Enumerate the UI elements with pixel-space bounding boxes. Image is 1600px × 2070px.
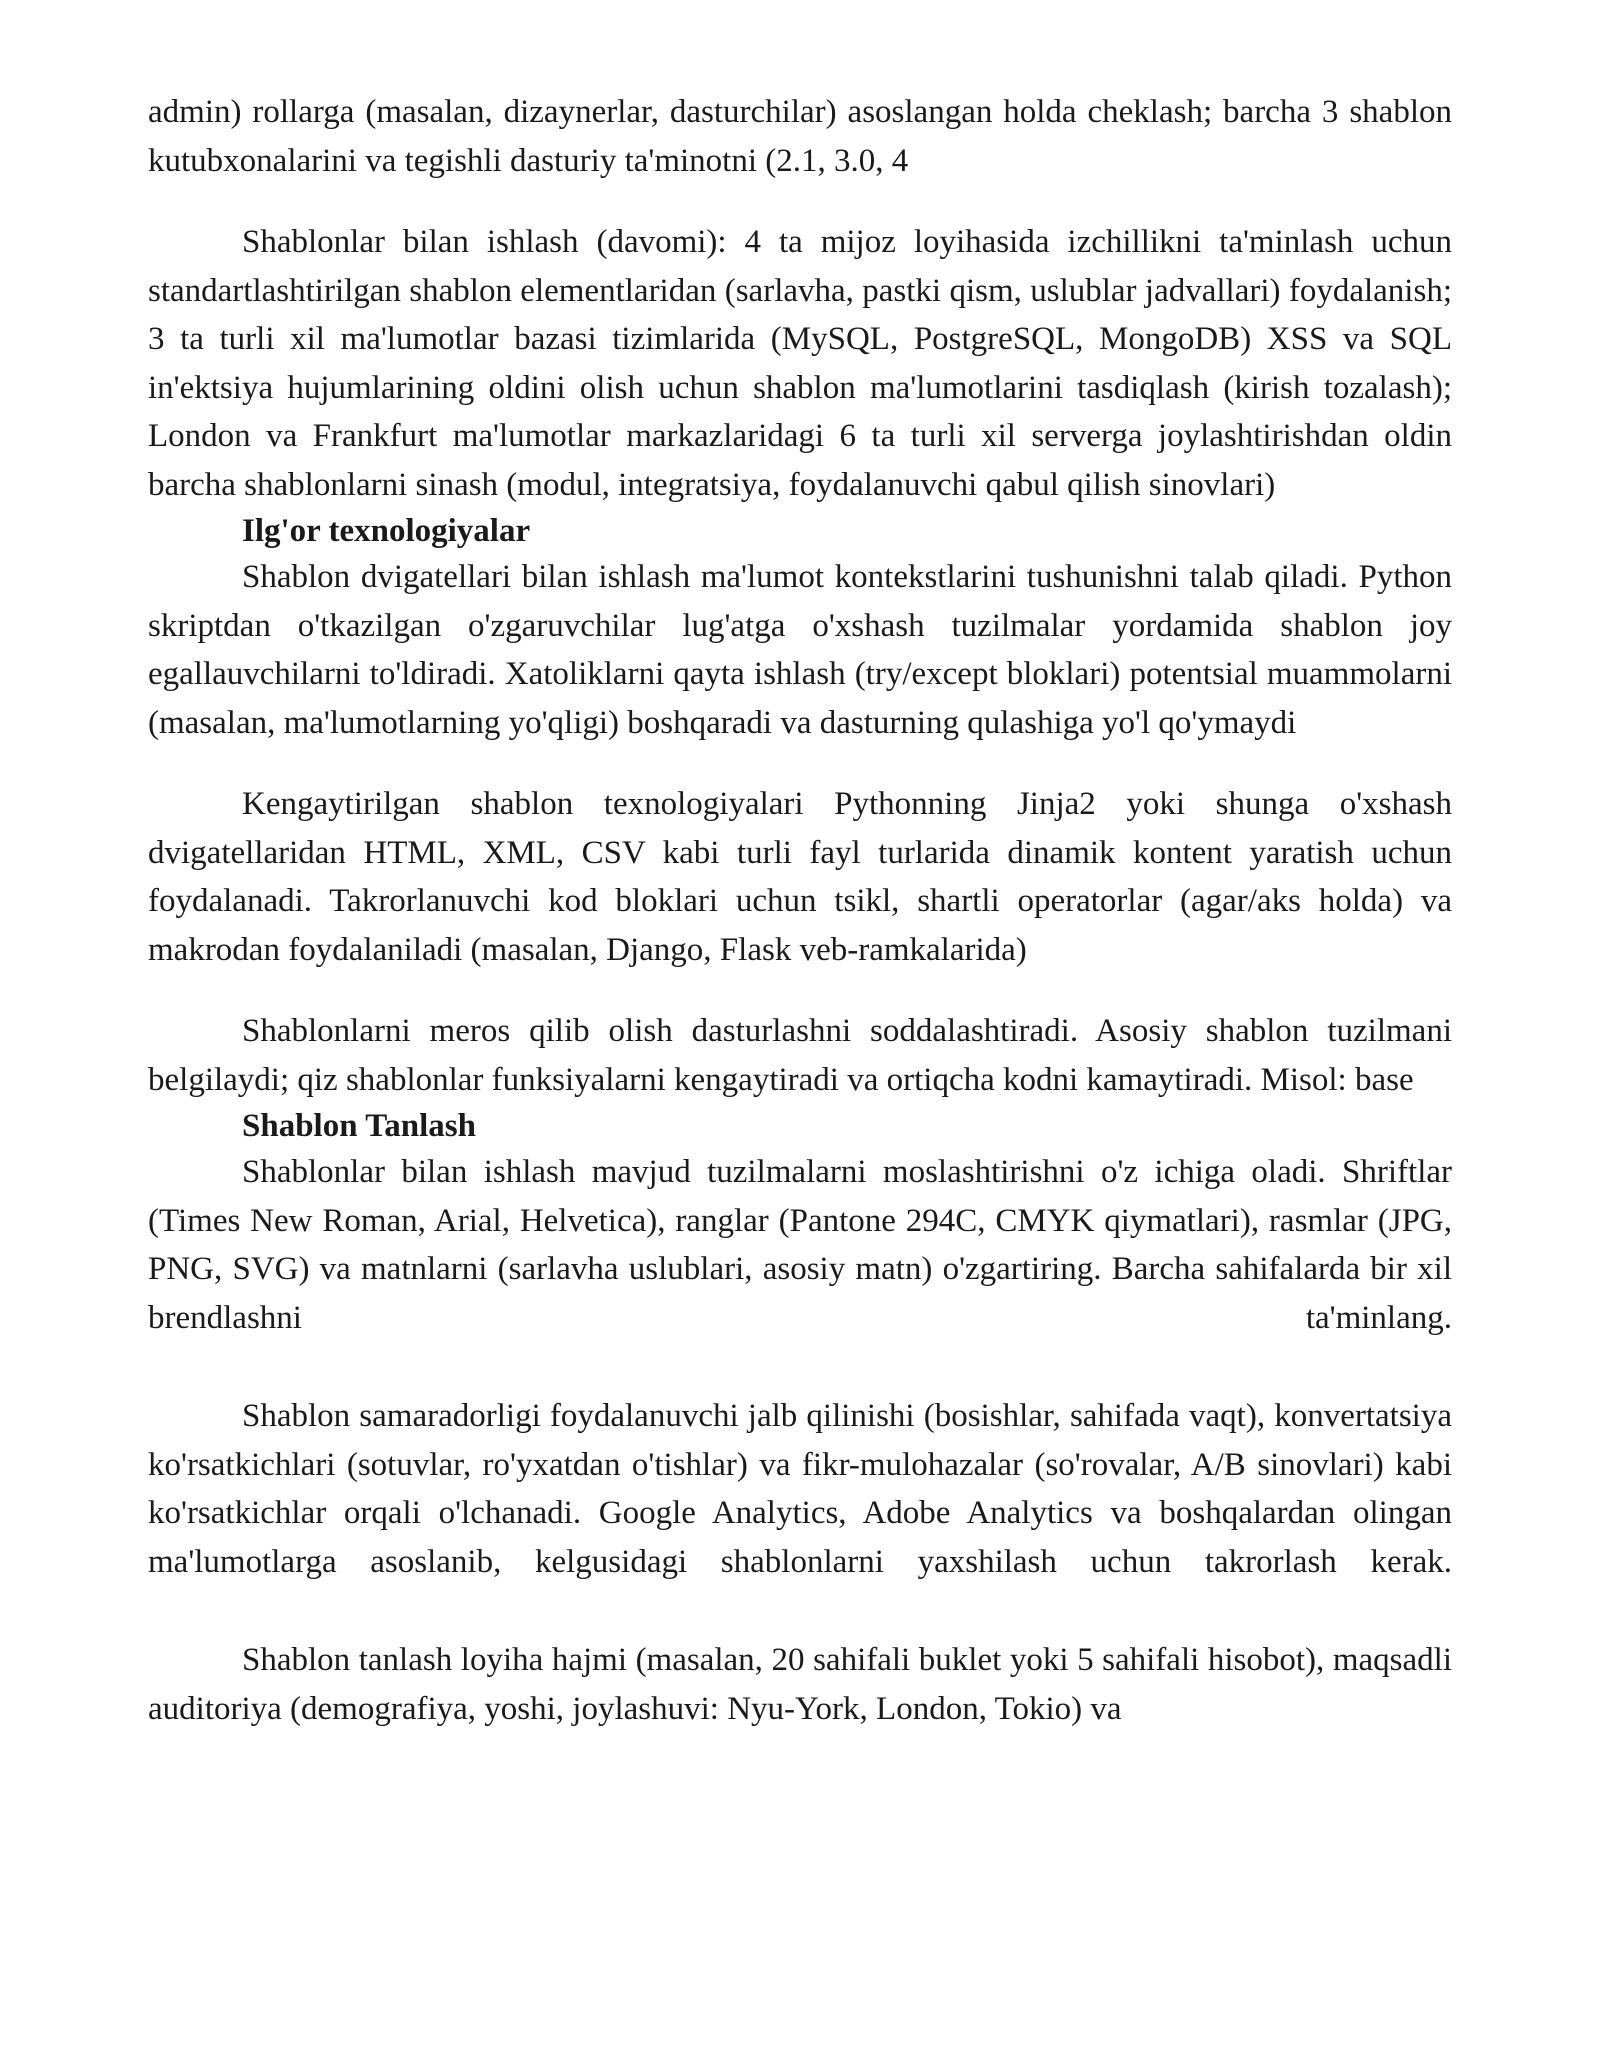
document-body [148, 88, 1452, 1733]
paragraph-template-efficiency: Shablon samaradorligi foydalanuvchi jalb qilinishi (bosishlar, sahifada vaqt), konvertatsiya ko'rsatkichlari (sotuvlar, ro'yxatdan o'tishlar) va fikr-mulohazalar (so'rovalar, A/B sinovlari) kabi ko'rsatkichlar orqali o'lchanadi. Google Analytics, Adobe Analytics va boshqalardan olingan ma'lumotlarga asoslanib, kelgusidagi shablonlarni yaxshilash uchun takrorlash kerak. [148, 1398, 1452, 1580]
paragraph-templates-continued: Shablonlar bilan ishlash (davomi): 4 ta mijoz loyihasida izchillikni ta'minlash uchun standartlashtirilgan shablon elementlaridan (sarlavha, pastki qism, uslublar jadvallari) foydalanish; 3 ta turli xil ma'lumotlar bazasi tizimlarida (MySQL, PostgreSQL, MongoDB) XSS va SQL in'ektsiya hujumlarining oldini olish uchun shablon ma'lumotlarini tasdiqlash (kirish tozalash); London va Frankfurt ma'lumotlar markazlaridagi 6 ta turli xil serverga joylashtirishdan oldin barcha shablonlarni sinash (modul, integratsiya, foydalanuvchi qabul qilish sinovlari) [148, 224, 1452, 503]
paragraph-admin-roles: admin) rollarga (masalan, dizaynerlar, dasturchilar) asoslangan holda cheklash; barcha 3 shablon kutubxonalarini va tegishli dasturiy ta'minotni (2.1, 3.0, 4 [148, 94, 1452, 179]
heading-template-selection: Shablon Tanlash [242, 1108, 476, 1144]
paragraph-template-choice: Shablon tanlash loyiha hajmi (masalan, 20 sahifali buklet yoki 5 sahifali hisobot), maqsadli auditoriya (demografiya, yoshi, joylashuvi: Nyu-York, London, Tokio) va [148, 1642, 1452, 1727]
paragraph-template-customization: Shablonlar bilan ishlash mavjud tuzilmalarni moslashtirishni o'z ichiga oladi. Shriftlar (Times New Roman, Arial, Helvetica), ranglar (Pantone 294C, CMYK qiymatlari), rasmlar (JPG, PNG, SVG) va matnlarni (sarlavha uslublari, asosiy matn) o'zgartiring. Barcha sahifalarda bir xil brendlashni ta'minlang. [148, 1154, 1452, 1336]
heading-advanced-technologies: Ilg'or texnologiyalar [242, 513, 531, 549]
paragraph-template-inheritance: Shablonlarni meros qilib olish dasturlashni soddalashtiradi. Asosiy shablon tuzilmani belgilaydi; qiz shablonlar funksiyalarni kengaytiradi va ortiqcha kodni kamaytiradi. Misol: base [148, 1013, 1452, 1098]
paragraph-extended-technologies: Kengaytirilgan shablon texnologiyalari Pythonning Jinja2 yoki shunga o'xshash dvigatellaridan HTML, XML, CSV kabi turli fayl turlarida dinamik kontent yaratish uchun foydalanadi. Takrorlanuvchi kod bloklari uchun tsikl, shartli operatorlar (agar/aks holda) va makrodan foydalaniladi (masalan, Django, Flask veb-ramkalarida) [148, 786, 1452, 968]
paragraph-template-engines: Shablon dvigatellari bilan ishlash ma'lumot kontekstlarini tushunishni talab qiladi. Python skriptdan o'tkazilgan o'zgaruvchilar lug'atga o'xshash tuzilmalar yordamida shablon joy egallauvchilarni to'ldiradi. Xatoliklarni qayta ishlash (try/except bloklari) potentsial muammolarni (masalan, ma'lumotlarning yo'qligi) boshqaradi va dasturning qulashiga yo'l qo'ymaydi [148, 559, 1452, 741]
